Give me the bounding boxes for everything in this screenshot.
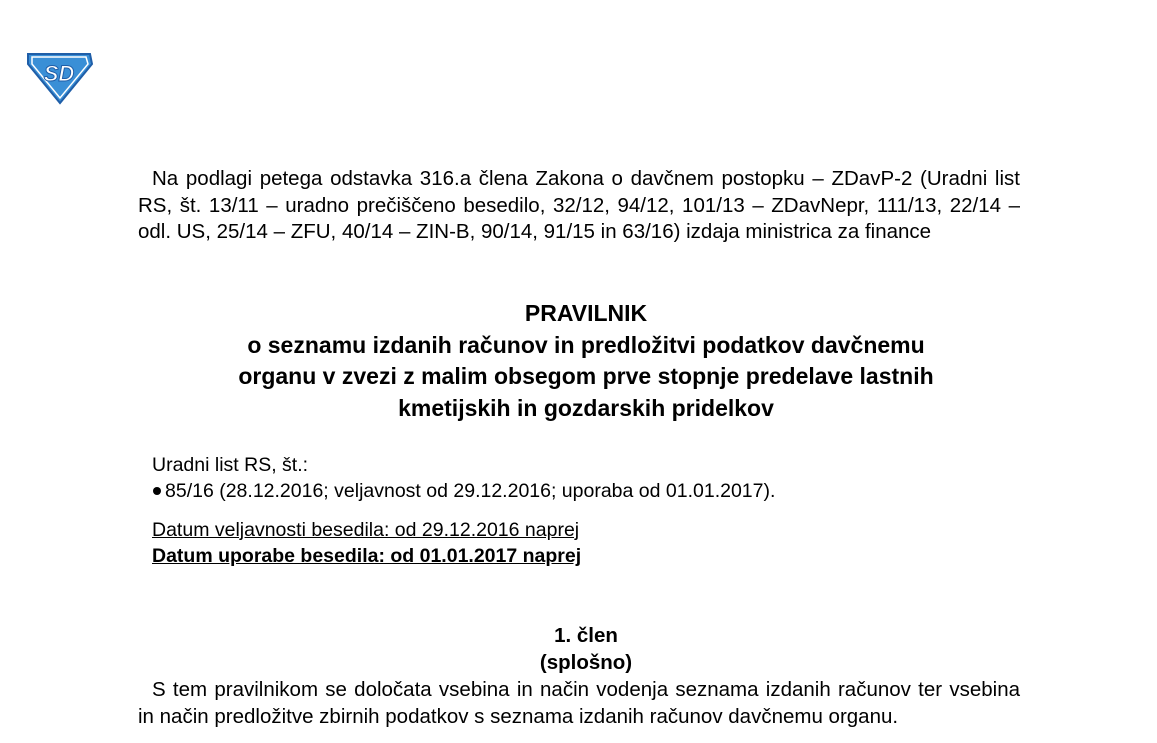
validity-date: Datum veljavnosti besedila: od 29.12.2016 naprej xyxy=(152,519,580,541)
gazette-label: Uradni list RS, št.: xyxy=(152,454,309,476)
gazette-entry-text: 85/16 (28.12.2016; veljavnost od 29.12.2016; uporaba od 01.01.2017). xyxy=(165,480,776,502)
document-title xyxy=(138,298,1034,424)
sd-logo xyxy=(22,48,96,106)
text-dates xyxy=(152,517,581,569)
sd-shield-logo-icon xyxy=(22,48,96,106)
logo-text: SD xyxy=(43,61,75,86)
title-line: organu v zvezi z malim obsegom prve stopnje predelave lastnih xyxy=(238,363,934,389)
title-line: kmetijskih in gozdarskih pridelkov xyxy=(398,394,774,421)
gazette-reference xyxy=(152,452,1012,504)
article-subtitle: (splošno) xyxy=(539,651,633,674)
bullet-icon xyxy=(153,487,161,495)
application-date: Datum uporabe besedila: od 01.01.2017 naprej xyxy=(152,545,582,567)
title-line: o seznamu izdanih računov in predložitvi podatkov davčnemu xyxy=(247,331,925,358)
article-text: S tem pravilnikom se določata vsebina in način vodenja seznama izdanih računov ter vsebina in način predložitve zbirnih podatkov s seznama izdanih računov davčnemu organu. xyxy=(138,678,1020,728)
intro-paragraph: Na podlagi petega odstavka 316.a člena Zakona o davčnem postopku – ZDavP-2 (Uradni list RS, št. 13/11 – uradno prečiščeno besedilo, 32/12, 94/12, 101/13 – ZDavNepr, 111/13, 22/14 – odl. US, 25/14 – ZFU, 40/14 – ZIN-B, 90/14, 91/15 in 63/16) izdaja ministrica za finance xyxy=(138,167,1020,243)
article-heading xyxy=(138,622,1034,676)
title-heading: PRAVILNIK xyxy=(524,300,648,326)
gazette-entry xyxy=(152,478,1012,504)
article-number: 1. člen xyxy=(554,624,618,647)
